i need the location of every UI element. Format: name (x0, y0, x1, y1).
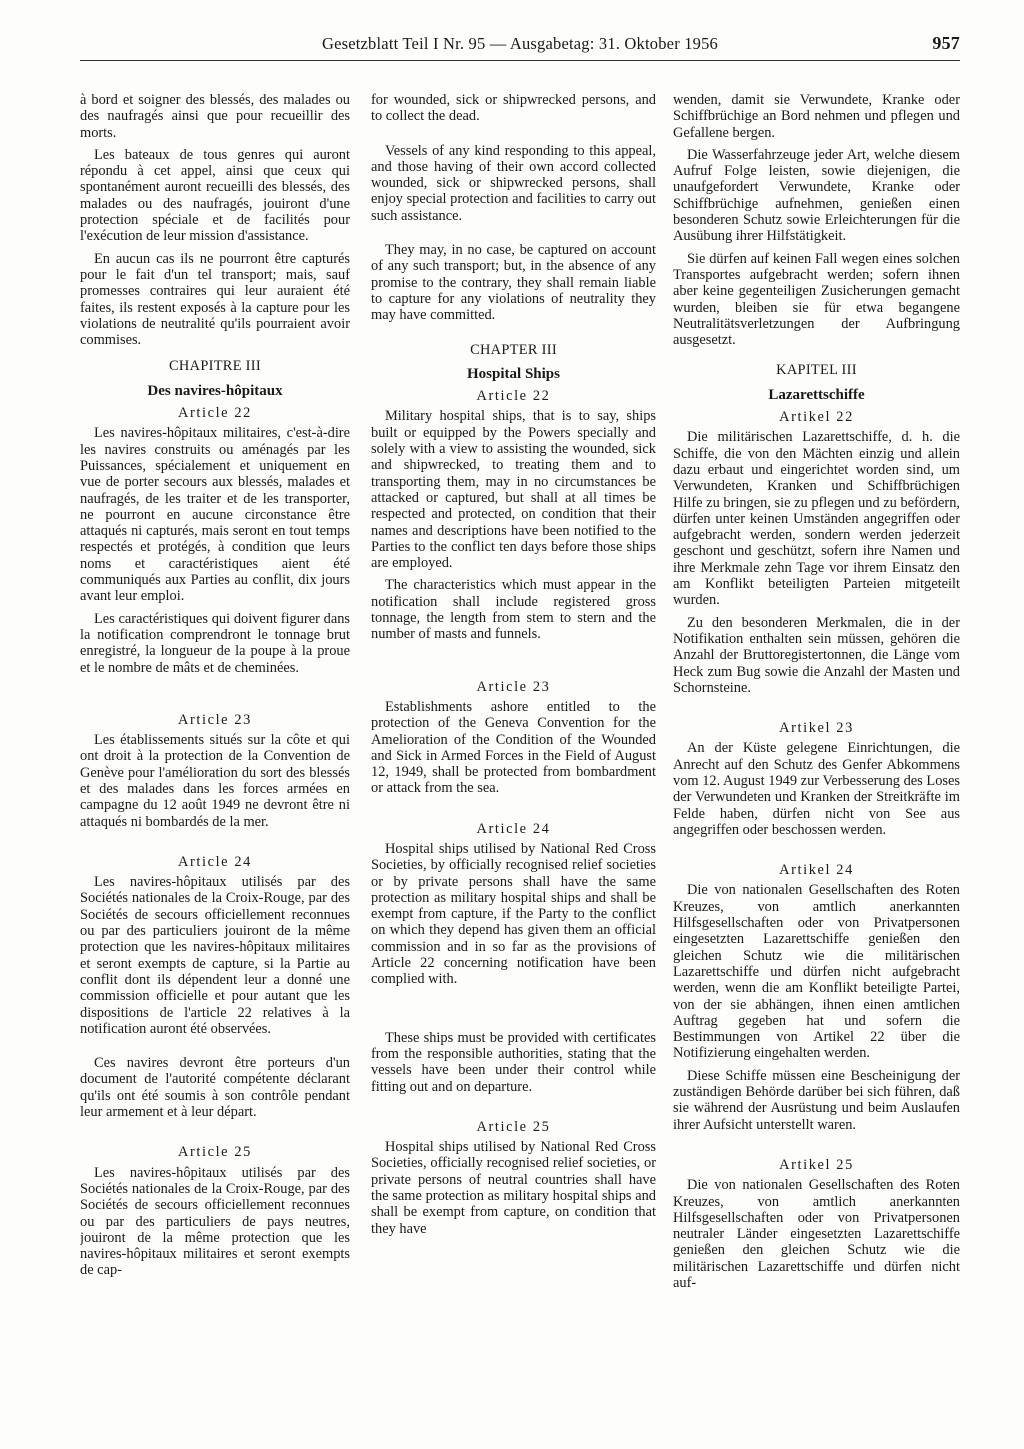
article-heading: Artikel 23 (779, 720, 854, 737)
paragraph: Les établissements situés sur la côte et qui ont droit à la protection de la Convention de Genève pour l'amélioration du sort des blessés et des malades dans les forces armées en campagne du 12 août 1949 ne devront être ni attaqués ni bombardés de la mer. (80, 732, 350, 830)
header-rule (80, 60, 960, 61)
article-heading: Article 24 (178, 853, 252, 870)
paragraph: Hospital ships utilised by National Red Cross Societies, by officially recognised relief societies or by private persons shall have the same protection as military hospital ships and shall be exempt from capture, if the Party to the conflict on which they depend has given them an official commission and in so far as the provisions of Article 22 concerning notification have been complied with. (371, 840, 656, 988)
paragraph: Establishments ashore entitled to the protection of the Geneva Convention for the Amelioration of the Condition of the Wounded and Sick in Armed Forces in the Field of August 12, 1949, shall be protected from bombardment or attack from the sea. (371, 698, 656, 797)
paragraph: Les navires-hôpitaux utilisés par des Sociétés nationales de la Croix-Rouge, par des Sociétés de secours officiellement reconnues ou par des particuliers de pays neutres, jouiront de la même protection que les navires-hôpitaux militaires et seront exempts de cap- (80, 1164, 350, 1279)
article-heading: Article 25 (476, 1118, 551, 1135)
chapter-heading: CHAPTER III (470, 341, 557, 358)
page-number: 957 (932, 33, 960, 53)
paragraph: The characteristics which must appear in the notification shall include registered gross tonnage, the length from stem to stern and the number of masts and funnels. (371, 577, 656, 643)
paragraph: Zu den besonderen Merkmalen, die in der Notifikation enthalten sein müssen, gehören die Anzahl der Bruttoregistertonnen, die Länge vom Heck zum Bug sowie die Anzahl der Masten und Schornsteine. (673, 614, 960, 696)
column-french (80, 92, 350, 1442)
column-german (673, 92, 960, 1442)
article-heading: Article 25 (178, 1144, 252, 1161)
article-heading: Article 22 (178, 405, 252, 422)
paragraph: Diese Schiffe müssen eine Bescheinigung der zuständigen Behörde darüber bei sich führen, daß sie während der Ausrüstung und beim Auslaufen ihrer Aufsicht unterstellt waren. (673, 1067, 960, 1133)
paragraph: Die militärischen Lazarettschiffe, d. h. die Schiffe, die von den Mächten einzig und allein dazu erbaut und eingerichtet worden sind, um Verwundeten, Kranken und Schiffbrüchigen Hilfe zu bringen, sie zu pflegen und zu befördern, dürfen unter keinen Umständen angegriffen oder aufgebracht werden, sondern werden jederzeit geschont und geschützt, sofern ihre Namen und ihre Merkmale zehn Tage vor ihrem Einsatz den am Konflikt beteiligten Parteien mitgeteilt wurden. (673, 429, 960, 609)
article-heading: Article 22 (476, 388, 551, 405)
paragraph: Ces navires devront être porteurs d'un document de l'autorité compétente déclarant qu'ils ont été soumis à son contrôle pendant leur armement et à leur départ. (80, 1055, 350, 1121)
paragraph: Die von nationalen Gesellschaften des Roten Kreuzes, von amtlich anerkannten Hilfsgesellschaften oder von Privatpersonen neutraler Länder eingesetzten Lazarettschiffe genießen den gleichen Schutz wie die militärischen Lazarettschiffe und dürfen nicht auf- (673, 1177, 960, 1291)
paragraph: à bord et soigner des blessés, des malades ou des naufragés ainsi que pour recueillir des morts. (80, 92, 350, 141)
paragraph: Les caractéristiques qui doivent figurer dans la notification comprendront le tonnage brut enregistré, la longueur de la poupe à la proue et le nombre de mâts et de cheminées. (80, 610, 350, 676)
paragraph: Les bateaux de tous genres qui auront répondu à cet appel, ainsi que ceux qui spontanément auront recueilli des blessés, des malades ou des naufragés, jouiront d'une protection spéciale et de facilités pour l'exécution de leur mission d'assistance. (80, 146, 350, 245)
column-english (371, 92, 656, 1442)
paragraph: Les navires-hôpitaux utilisés par des Sociétés nationales de la Croix-Rouge, par des Sociétés de secours officiellement reconnues ou par des particuliers jouiront de la même protection que les navires-hôpitaux militaires et seront exempts de capture, si la Partie au conflit dont ils dépendent leur a donné une commission officielle et pour autant que les dispositions de l'article 22 relatives à la notification auront été observées. (80, 874, 350, 1037)
article-heading: Article 23 (178, 711, 252, 728)
chapter-title: Des navires-hôpitaux (147, 382, 283, 399)
article-heading: Article 24 (476, 820, 551, 837)
paragraph: wenden, damit sie Verwundete, Kranke oder Schiffbrüchige an Bord nehmen und pflegen und Gefallene bergen. (673, 92, 960, 141)
article-heading: Artikel 25 (779, 1156, 854, 1173)
article-heading: Artikel 24 (779, 862, 854, 879)
header-title: Gesetzblatt Teil I Nr. 95 — Ausgabetag: 31. Oktober 1956 (321, 34, 719, 53)
chapter-heading: CHAPITRE III (169, 358, 261, 375)
paragraph: Hospital ships utilised by National Red Cross Societies, officially recognised relief societies, or private persons of neutral countries shall have the same protection as military hospital ships and shall be exempt from capture, on condition that they have (371, 1139, 656, 1237)
paragraph: They may, in no case, be captured on account of any such transport; but, in the absence of any promise to the contrary, they shall remain liable to capture for any violations of neutrality they may have committed. (371, 242, 656, 324)
paragraph: Die Wasserfahrzeuge jeder Art, welche diesem Aufruf Folge leisten, sowie diejenigen, die unaufgefordert Verwundete, Kranke oder Schiffbrüchige aufnehmen, genießen einen besonderen Schutz sowie Erleichterungen für die Ausübung ihrer Hilfstätigkeit. (673, 146, 960, 245)
article-heading: Article 23 (476, 678, 551, 695)
paragraph: An der Küste gelegene Einrichtungen, die Anrecht auf den Schutz des Genfer Abkommens vom 12. August 1949 zur Verbesserung des Loses der Verwundeten und Kranken der Streitkräfte im Felde haben, dürfen nicht von See aus angegriffen oder beschossen werden. (673, 740, 960, 838)
paragraph: Die von nationalen Gesellschaften des Roten Kreuzes, von amtlich anerkannten Hilfsgesellschaften oder von Privatpersonen eingesetzten Lazarettschiffe genießen den gleichen Schutz wie die militärischen Lazarettschiffe und dürfen nicht aufgebracht werden, wenn die am Konflikt beteiligte Partei, von der sie abhängen, ihnen einen amtlichen Auftrag gegeben hat und sofern die Bestimmungen von Artikel 22 über die Notifizierung eingehalten werden. (673, 882, 960, 1062)
paragraph: These ships must be provided with certificates from the responsible authorities, stating that the vessels have been under their control while fitting out and on departure. (371, 1029, 656, 1095)
article-heading: Artikel 22 (779, 409, 854, 426)
paragraph: Les navires-hôpitaux militaires, c'est-à-dire les navires construits ou aménagés par les Puissances, spécialement et uniquement en vue de porter secours aux blessés, malades et naufragés, de les traiter et de les transporter, ne pourront en aucune circonstance être attaqués ni capturés, mais seront en tout temps respectés et protégés, à condition que leurs noms et caractéristiques aient été communiqués aux Parties au conflit, dix jours avant leur emploi. (80, 425, 350, 605)
paragraph: Military hospital ships, that is to say, ships built or equipped by the Powers specially and solely with a view to assisting the wounded, sick and shipwrecked, to treating them and to transporting them, may in no circumstances be attacked or captured, but shall at all times be respected and protected, on condition that their names and descriptions have been notified to the Parties to the conflict ten days before those ships are employed. (371, 408, 656, 572)
paragraph: En aucun cas ils ne pourront être capturés pour le fait d'un tel transport; mais, sauf promesses contraires qui leur auraient été faites, ils restent exposés à la capture pour les violations de neutralité qu'ils pourraient avoir commises. (80, 250, 350, 349)
paragraph: for wounded, sick or shipwrecked persons, and to collect the dead. (371, 92, 656, 125)
page-header (80, 34, 960, 58)
chapter-title: Hospital Ships (467, 365, 560, 382)
paragraph: Vessels of any kind responding to this appeal, and those having of their own accord collected wounded, sick or shipwrecked persons, shall enjoy special protection and facilities to carry out such assistance. (371, 142, 656, 224)
chapter-title: Lazarettschiffe (768, 386, 865, 403)
chapter-heading: KAPITEL III (776, 362, 857, 379)
paragraph: Sie dürfen auf keinen Fall wegen eines solchen Transportes aufgebracht werden; sofern ihnen aber keine gegenteiligen Zusicherungen gemacht wurden, bleiben sie für etwa begangene Neutralitätsverletzungen der Aufbringung ausgesetzt. (673, 250, 960, 349)
